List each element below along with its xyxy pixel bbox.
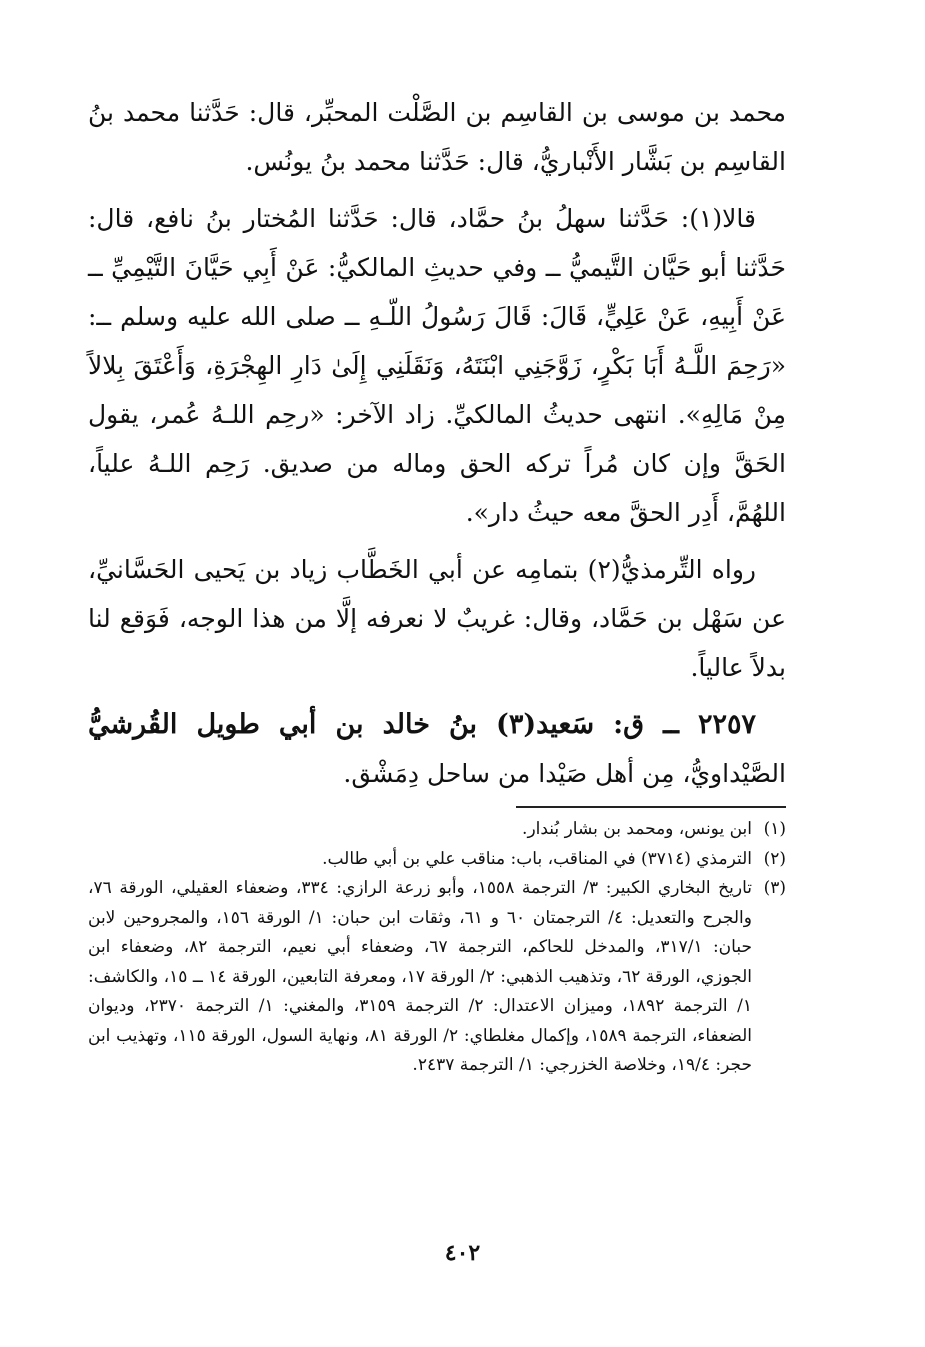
paragraph-3: رواه التِّرمذيُّ(٢) بتمامِه عن أبي الخَطَّاب زياد بن يَحيى الحَسَّانيِّ، عن سَهْل بن حَمَّاد، وقال: غريبٌ لا نعرفه إلَّا من هذا الوجه، فَوَقع لنا بدلاً عالياً. — [88, 555, 786, 682]
footnotes — [88, 815, 786, 1081]
entry-2257 — [88, 700, 786, 798]
footnote-text: تاريخ البخاري الكبير: ٣/ الترجمة ١٥٥٨، وأبو زرعة الرازي: ٣٣٤، وضعفاء العقيلي، الورقة ٧٦، والجرح والتعديل: ٤/ الترجمتان ٦٠ و ٦١، وثقات ابن حبان: ١/ الورقة ١٥٦، والمجروحين لابن حبان: ٣١٧/١، والمدخل للحاكم، الترجمة ٦٧، وضعفاء أبي نعيم، الترجمة ٨٢، وضعفاء ابن الجوزي، الورقة ٦٢، وتذهيب الذهبي: ٢/ الورقة ١٧، ومعرفة التابعين، الورقة ١٤ ــ ١٥، والكاشف: ١/ الترجمة ١٨٩٢، وميزان الاعتدال: ٢/ الترجمة ٣١٥٩، والمغني: ١/ الترجمة ٢٣٧٠، وديوان الضعفاء، الترجمة ١٥٨٩، وإكمال مغلطاي: ٢/ الورقة ٨١، ونهاية السول، الورقة ١١٥، وتهذيب ابن حجر: ١٩/٤، وخلاصة الخزرجي: ١/ الترجمة ٢٤٣٧. — [88, 878, 753, 1075]
footnote-text: الترمذي (٣٧١٤) في المناقب، باب: مناقب علي بن أبي طالب. — [322, 848, 752, 869]
footnote-number: (٣) — [763, 878, 786, 898]
footnote-text: ابن يونس، ومحمد بن بشار بُندار. — [522, 819, 752, 839]
footnote-2 — [88, 845, 786, 875]
paragraph-2: قالا(١): حَدَّثنا سهلُ بنُ حمَّاد، قال: حَدَّثنا المُختار بنُ نافع، قال: حَدَّثنا أبو حَيَّان التَّيميُّ ــ وفي حديثِ المالكيُّ: عَنْ أَبِي حَيَّانَ التَّيْمِيِّ ــ عَنْ أَبِيهِ، عَنْ عَلِيٍّ، قَالَ: قَالَ رَسُولُ اللّـهِ ــ صلى الله عليه وسلم ــ: «رَحِمَ اللَّـهُ أَبَا بَكْرٍ، زَوَّجَنِي ابْنَتَهُ، وَنَقَلَنِي إِلَىٰ دَارِ الهِجْرَةِ، وَأَعْتَقَ بِلالاً مِنْ مَالِهِ». انتهى حديثُ المالكيِّ. زاد الآخر: «رحِم اللـهُ عُمر، يقول الحَقَّ وإن كان مُراً تركه الحق وماله من صديق. رَحِم اللـهُ علياً، اللهُمَّ، أَدِر الحقَّ معه حيثُ دار». — [88, 204, 786, 527]
footnote-1 — [88, 815, 786, 845]
paragraph-1: محمد بن موسى بن القاسِم بن الصَّلْت المحبِّر، قال: حَدَّثنا محمد بنُ القاسِم بن بَشَّار الأَنْباريُّ، قال: حَدَّثنا محمد بنُ يونُس. — [88, 98, 786, 176]
page-number: ٤٠٢ — [444, 1240, 481, 1266]
footnote-number: (٢) — [763, 848, 786, 869]
entry-heading: ٢٢٥٧ ــ ق: سَعيد(٣) بنُ خالد بن أبي طويل القُرشيُّ — [88, 709, 756, 740]
footnote-3 — [88, 874, 786, 1081]
entry-continuation: الصَّيْداويُّ، مِن أهل صَيْدا من ساحل دِمَشْق. — [343, 759, 786, 788]
footnote-separator — [516, 806, 786, 808]
footnote-number: (١) — [763, 819, 786, 839]
main-text — [88, 88, 786, 798]
